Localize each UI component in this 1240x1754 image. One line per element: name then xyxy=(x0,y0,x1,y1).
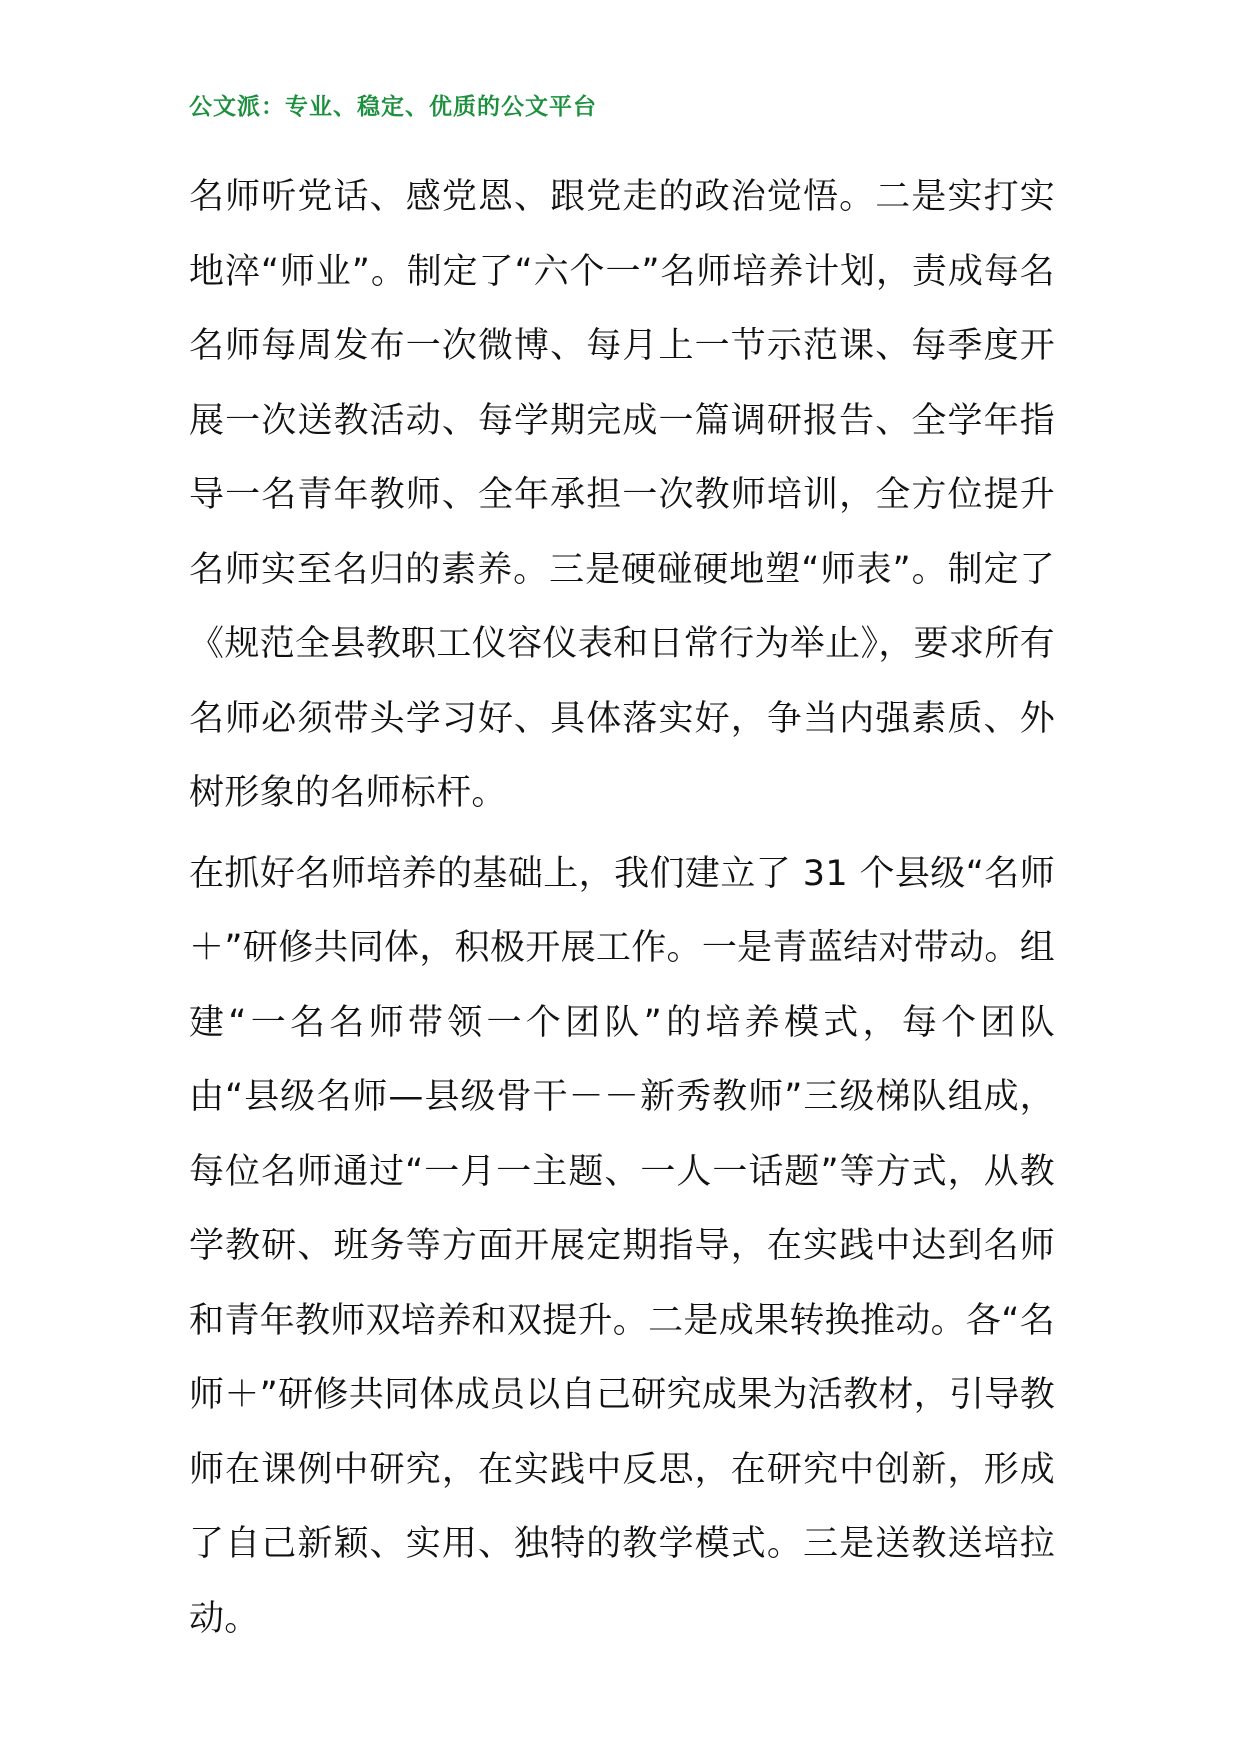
site-header-banner: 公文派：专业、稳定、优质的公文平台 xyxy=(189,93,597,120)
body-paragraph-2: 在抓好名师培养的基础上，我们建立了 31 个县级“名师＋”研修共同体，积极开展工作。一是青蓝结对带动。组建“一名名师带领一个团队”的培养模式，每个团队由“县级名师—县级骨干－－新秀教师”三级梯队组成，每位名师通过“一月一主题、一人一话题”等方式，从教学教研、班务等方面开展定期指导，在实践中达到名师和青年教师双培养和双提升。二是成果转换推动。各“名师＋”研修共同体成员以自己研究成果为活教材，引导教师在课例中研究，在实践中反思，在研究中创新，形成了自己新颖、实用、独特的教学模式。三是送教送培拉动。 xyxy=(189,853,1055,1639)
document-body xyxy=(189,160,1055,1656)
body-paragraph-1: 名师听党话、感党恩、跟党走的政治觉悟。二是实打实地淬“师业”。制定了“六个一”名师培养计划，责成每名名师每周发布一次微博、每月上一节示范课、每季度开展一次送教活动、每学期完成一篇调研报告、全学年指导一名青年教师、全年承担一次教师培训，全方位提升名师实至名归的素养。三是硬碰硬地塑“师表”。制定了《规范全县教职工仪容仪表和日常行为举止》，要求所有名师必须带头学习好、具体落实好，争当内强素质、外树形象的名师标杆。 xyxy=(189,177,1055,813)
